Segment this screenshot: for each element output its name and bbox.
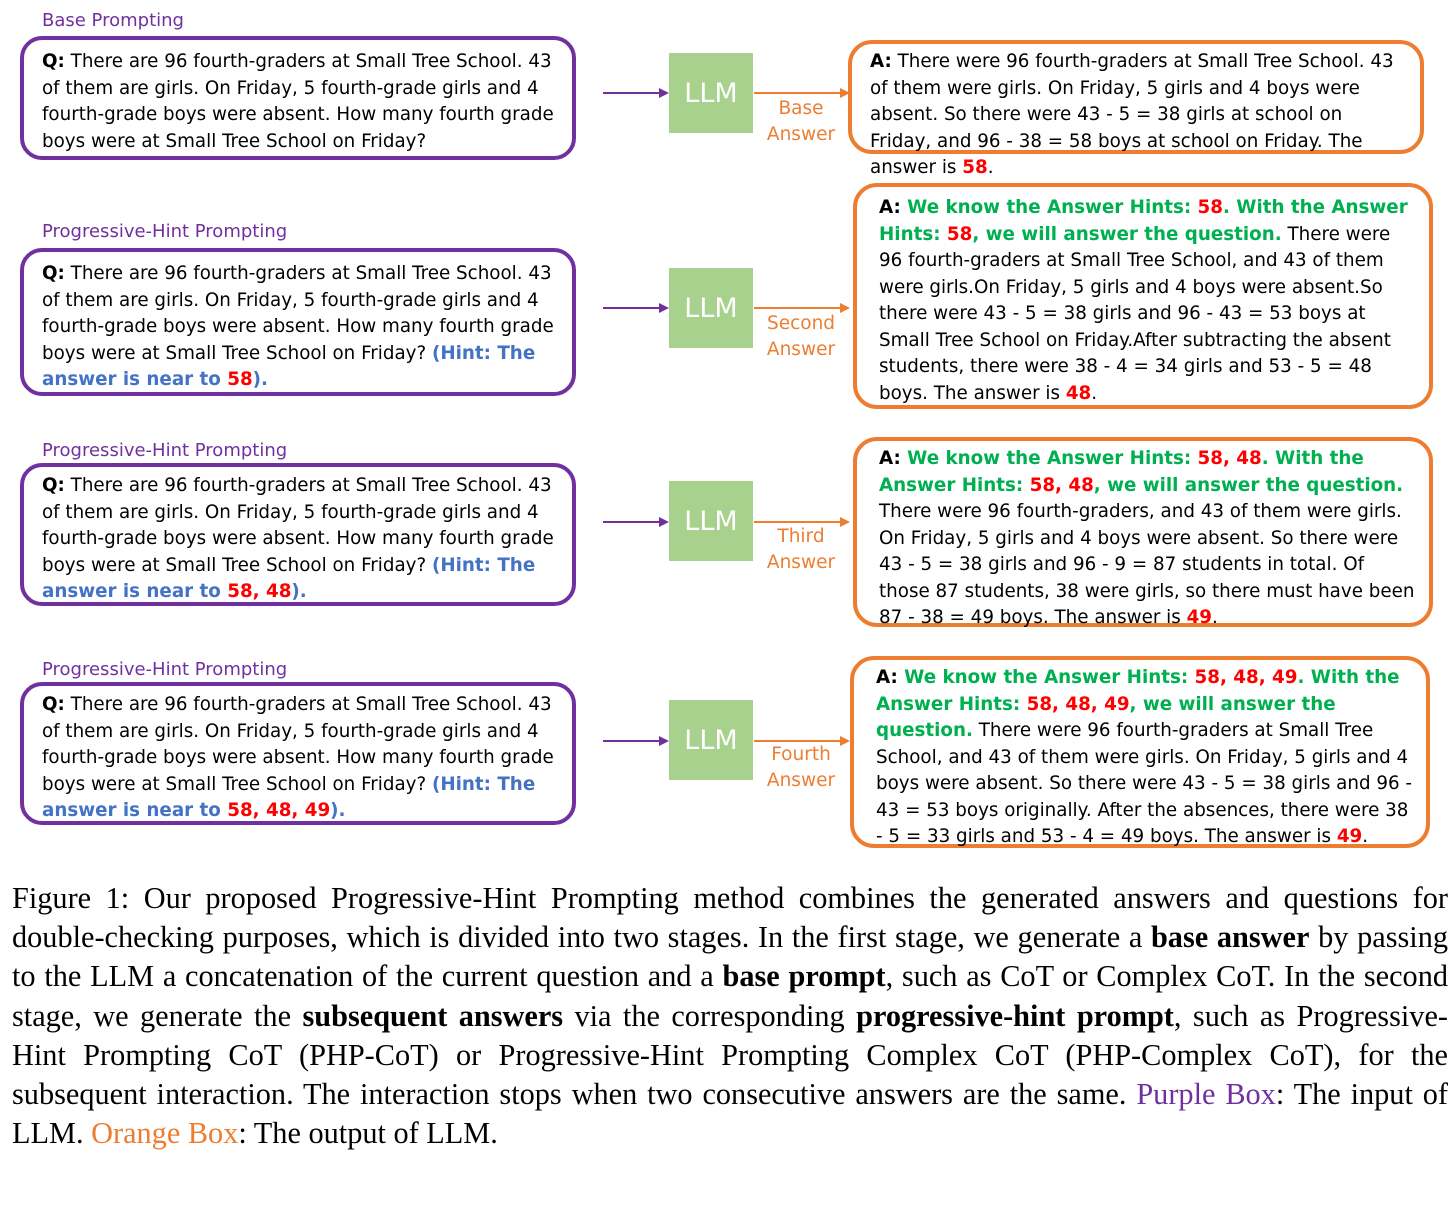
orange-box-legend: Orange Box xyxy=(91,1116,239,1151)
llm-box-1: LLM xyxy=(669,53,753,133)
input-arrow-2 xyxy=(603,300,669,316)
answer-label-1: Base Answer xyxy=(766,98,836,145)
question-box-4: Q: There are 96 fourth-graders at Small Tree School. 43 of them are girls. On Friday, 5 fourth-grade girls and 4 fourth-grade boys were absent. How many fourth grade boys were at Small Tree School on Friday? (Hint: The answer is near to 58, 48, 49). xyxy=(20,682,576,825)
answer-prefix: A: xyxy=(879,197,901,218)
answer-label-3: Third Answer xyxy=(766,526,836,573)
question-box-3: Q: There are 96 fourth-graders at Small Tree School. 43 of them are girls. On Friday, 5 fourth-grade girls and 4 fourth-grade boys were absent. How many fourth grade boys were at Small Tree School on Friday? (Hint: The answer is near to 58, 48). xyxy=(20,463,576,606)
answer-box-4: A: We know the Answer Hints: 58, 48, 49. With the Answer Hints: 58, 48, 49, we will answer the question. There were 96 fourth-graders at Small Tree School, and 43 of them were girls. On Friday, 5 girls and 4 boys were absent. So there were 43 - 5 = 38 girls and 96 - 43 = 53 boys originally. After the absences, there were 38 - 5 = 33 girls and 53 - 4 = 49 boys. The answer is 49. xyxy=(850,656,1430,848)
hint-text: (Hint: The answer is near to xyxy=(42,342,536,390)
row-2-label: Progressive-Hint Prompting xyxy=(42,221,288,242)
answer-box-2: A: We know the Answer Hints: 58. With the Answer Hints: 58, we will answer the question. There were 96 fourth-graders at Small Tree School, and 43 of them were girls.On Friday, 5 girls and 4 boys were absent.So there were 43 - 5 = 38 girls and 96 - 43 = 53 boys at Small Tree School on Friday.After subtracting the absent students, there were 38 - 4 = 34 girls and 53 - 5 = 48 boys. The answer is 48. xyxy=(853,183,1433,409)
final-answer: 58 xyxy=(962,157,988,178)
llm-box-2: LLM xyxy=(669,268,753,348)
answer-box-3: A: We know the Answer Hints: 58, 48. With the Answer Hints: 58, 48, we will answer the question. There were 96 fourth-graders, and 43 of them were girls. On Friday, 5 girls and 4 boys were absent. So there were 43 - 5 = 38 girls and 96 - 9 = 87 students in total. Of those 87 students, 38 were girls, so there must have been 87 - 38 = 49 boys. The answer is 49. xyxy=(853,437,1433,627)
answer-label-2: Second Answer xyxy=(766,313,836,360)
question-box-1 xyxy=(20,36,576,160)
question-prefix: Q: xyxy=(42,51,65,72)
hint-values: 58, 48, 49 xyxy=(227,800,331,821)
figure-caption: Figure 1: Our proposed Progressive-Hint Prompting method combines the generated answers and questions for double-checking purposes, which is divided into two stages. In the first stage, we generate a base answer by passing to the LLM a concatenation of the current question and a base prompt, such as CoT or Complex CoT. In the second stage, we generate the subsequent answers via the corresponding progressive-hint prompt, such as Progressive-Hint Prompting CoT (PHP-CoT) or Progressive-Hint Prompting Complex CoT (PHP-Complex CoT), for the subsequent interaction. The interaction stops when two consecutive answers are the same. Purple Box: The input of LLM. Orange Box: The output of LLM. xyxy=(12,881,1448,1151)
row-1-label: Base Prompting xyxy=(42,10,184,31)
answer-text: There were 96 fourth-graders at Small Tree School, and 43 of them were girls. On Friday, 5 girls and 4 boys were absent. So there were 43 - 5 = 38 girls and 96 - 43 = 53 boys originally. After the absences, there were 38 - 5 = 33 girls and 53 - 4 = 49 boys. The answer is xyxy=(876,720,1413,847)
answer-box-1: A: There were 96 fourth-graders at Small Tree School. 43 of them were girls. On Friday, 5 girls and 4 boys were absent. So there were 43 - 5 = 38 girls at school on Friday, and 96 - 38 = 58 boys at school on Friday. The answer is 58. xyxy=(848,40,1424,154)
llm-box-4: LLM xyxy=(669,700,753,780)
question-text: There are 96 fourth-graders at Small Tree School. 43 of them are girls. On Friday, 5 fourth-grade girls and 4 fourth-grade boys were absent. How many fourth grade boys were at Small Tree School on Friday? xyxy=(42,475,554,576)
hint-text: (Hint: The answer is near to xyxy=(42,773,536,821)
answer-prefix: A: xyxy=(879,448,901,469)
hint-values: 58 xyxy=(227,369,253,390)
answer-text: There were 96 fourth-graders at Small Tree School, and 43 of them were girls.On Friday, 5 girls and 4 boys were absent.So there were 43 - 5 = 38 girls and 96 - 43 = 53 boys at Small Tree School on Friday.After subtracting the absent students, there were 38 - 4 = 34 girls and 53 - 5 = 48 boys. The answer is xyxy=(879,223,1391,404)
input-arrow-3 xyxy=(603,514,669,530)
row-4-label: Progressive-Hint Prompting xyxy=(42,659,288,680)
question-prefix: Q: xyxy=(42,263,65,284)
question-text: There are 96 fourth-graders at Small Tree School. 43 of them are girls. On Friday, 5 fourth-grade girls and 4 fourth-grade boys were absent. How many fourth grade boys were at Small Tree School on Friday? xyxy=(42,263,554,364)
input-arrow-4 xyxy=(603,733,669,749)
answer-label-4: Fourth Answer xyxy=(766,744,836,791)
final-answer: 49 xyxy=(1186,607,1213,628)
answer-prefix: A: xyxy=(876,667,898,688)
answer-prefix: A: xyxy=(870,51,892,72)
input-arrow-1 xyxy=(603,85,669,101)
question-box-2: Q: There are 96 fourth-graders at Small Tree School. 43 of them are girls. On Friday, 5 fourth-grade girls and 4 fourth-grade boys were absent. How many fourth grade boys were at Small Tree School on Friday? (Hint: The answer is near to 58). xyxy=(20,248,576,396)
hint-text: (Hint: The answer is near to xyxy=(42,554,536,602)
question-text: There are 96 fourth-graders at Small Tree School. 43 of them are girls. On Friday, 5 fourth-grade girls and 4 fourth-grade boys were absent. How many fourth grade boys were at Small Tree School on Friday? xyxy=(42,51,554,152)
purple-box-legend: Purple Box xyxy=(1136,1077,1276,1112)
hint-values: 58, 48 xyxy=(227,581,292,602)
question-prefix: Q: xyxy=(42,694,65,715)
final-answer: 49 xyxy=(1336,826,1363,847)
llm-box-3: LLM xyxy=(669,481,753,561)
final-answer: 48 xyxy=(1065,382,1092,404)
row-3-label: Progressive-Hint Prompting xyxy=(42,440,288,461)
answer-text: There were 96 fourth-graders, and 43 of them were girls. On Friday, 5 girls and 4 boys were absent. So there were 43 - 5 = 38 girls and 96 - 9 = 87 students in total. Of those 87 students, 38 were girls, so there must have been 87 - 38 = 49 boys. The answer is xyxy=(879,501,1415,628)
question-text: There are 96 fourth-graders at Small Tree School. 43 of them are girls. On Friday, 5 fourth-grade girls and 4 fourth-grade boys were absent. How many fourth grade boys were at Small Tree School on Friday? xyxy=(42,694,554,795)
answer-text: There were 96 fourth-graders at Small Tree School. 43 of them were girls. On Friday, 5 girls and 4 boys were absent. So there were 43 - 5 = 38 girls at school on Friday, and 96 - 38 = 58 boys at school on Friday. The answer is xyxy=(870,51,1394,178)
question-prefix: Q: xyxy=(42,475,65,496)
